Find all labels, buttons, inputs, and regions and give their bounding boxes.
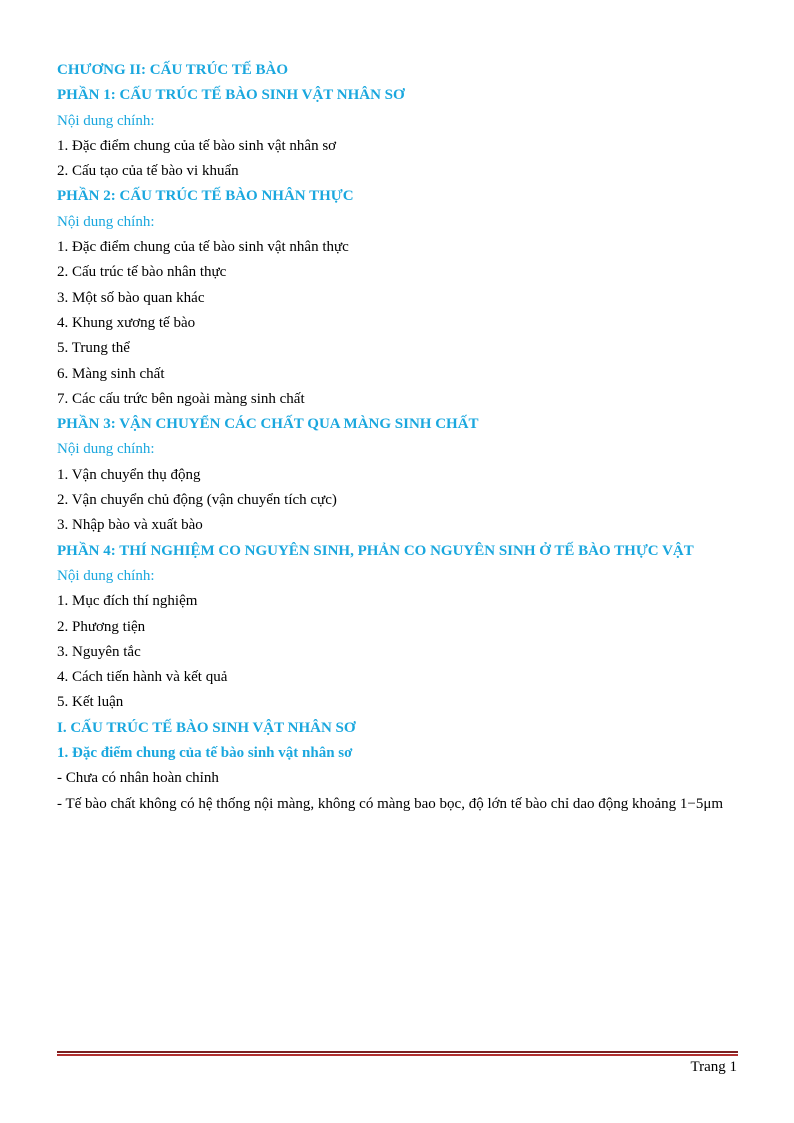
part-2-item: 4. Khung xương tế bào <box>57 314 196 331</box>
part-1-item: 1. Đặc điểm chung của tế bào sinh vật nhân sơ <box>57 137 337 154</box>
part-4-title: PHẦN 4: THÍ NGHIỆM CO NGUYÊN SINH, PHẢN CO NGUYÊN SINH Ở TẾ BÀO THỰC VẬT <box>57 542 694 559</box>
part-3-subtitle: Nội dung chính: <box>57 441 155 458</box>
part-3-item: 2. Vận chuyển chủ động (vận chuyển tích cực) <box>57 492 337 509</box>
part-2-item: 2. Cấu trúc tế bào nhân thực <box>57 264 227 281</box>
part-2-item: 1. Đặc điểm chung của tế bào sinh vật nhân thực <box>57 239 349 256</box>
part-4-item: 1. Mục đích thí nghiệm <box>57 593 198 610</box>
footer-rule <box>57 1051 738 1056</box>
part-4-item: 2. Phương tiện <box>57 618 146 635</box>
part-4-item: 4. Cách tiến hành và kết quả <box>57 669 228 686</box>
part-3-item: 3. Nhập bào và xuất bào <box>57 517 203 534</box>
part-4-item: 3. Nguyên tắc <box>57 643 141 660</box>
part-2-item: 3. Một số bào quan khác <box>57 289 205 306</box>
part-2-title: PHẦN 2: CẤU TRÚC TẾ BÀO NHÂN THỰC <box>57 188 354 205</box>
part-4-subtitle: Nội dung chính: <box>57 567 155 584</box>
part-2-item: 5. Trung thể <box>57 340 130 357</box>
part-3-title: PHẦN 3: VẬN CHUYỂN CÁC CHẤT QUA MÀNG SINH CHẤT <box>57 416 479 433</box>
part-2-item: 7. Các cấu trức bên ngoài màng sinh chất <box>57 390 305 407</box>
section-bullet: - Tế bào chất không có hệ thống nội màng, không có màng bao bọc, độ lớn tế bào chỉ dao động khoảng 1−5μm <box>57 795 724 812</box>
subsection-title: 1. Đặc điểm chung của tế bào sinh vật nhân sơ <box>57 745 353 762</box>
page-number: Trang 1 <box>690 1059 737 1075</box>
section-title: I. CẤU TRÚC TẾ BÀO SINH VẬT NHÂN SƠ <box>57 719 356 736</box>
document-body <box>57 58 738 817</box>
part-2-item: 6. Màng sinh chất <box>57 365 165 382</box>
chapter-title: CHƯƠNG II: CẤU TRÚC TẾ BÀO <box>57 62 288 78</box>
part-1-subtitle: Nội dung chính: <box>57 112 155 129</box>
part-1-item: 2. Cấu tạo của tế bào vi khuẩn <box>57 163 239 180</box>
part-3-item: 1. Vận chuyển thụ động <box>57 466 201 483</box>
part-1-title: PHẦN 1: CẤU TRÚC TẾ BÀO SINH VẬT NHÂN SƠ <box>57 87 405 104</box>
section-bullet: - Chưa có nhân hoàn chỉnh <box>57 770 219 787</box>
part-2-subtitle: Nội dung chính: <box>57 213 155 230</box>
part-4-item: 5. Kết luận <box>57 694 124 711</box>
